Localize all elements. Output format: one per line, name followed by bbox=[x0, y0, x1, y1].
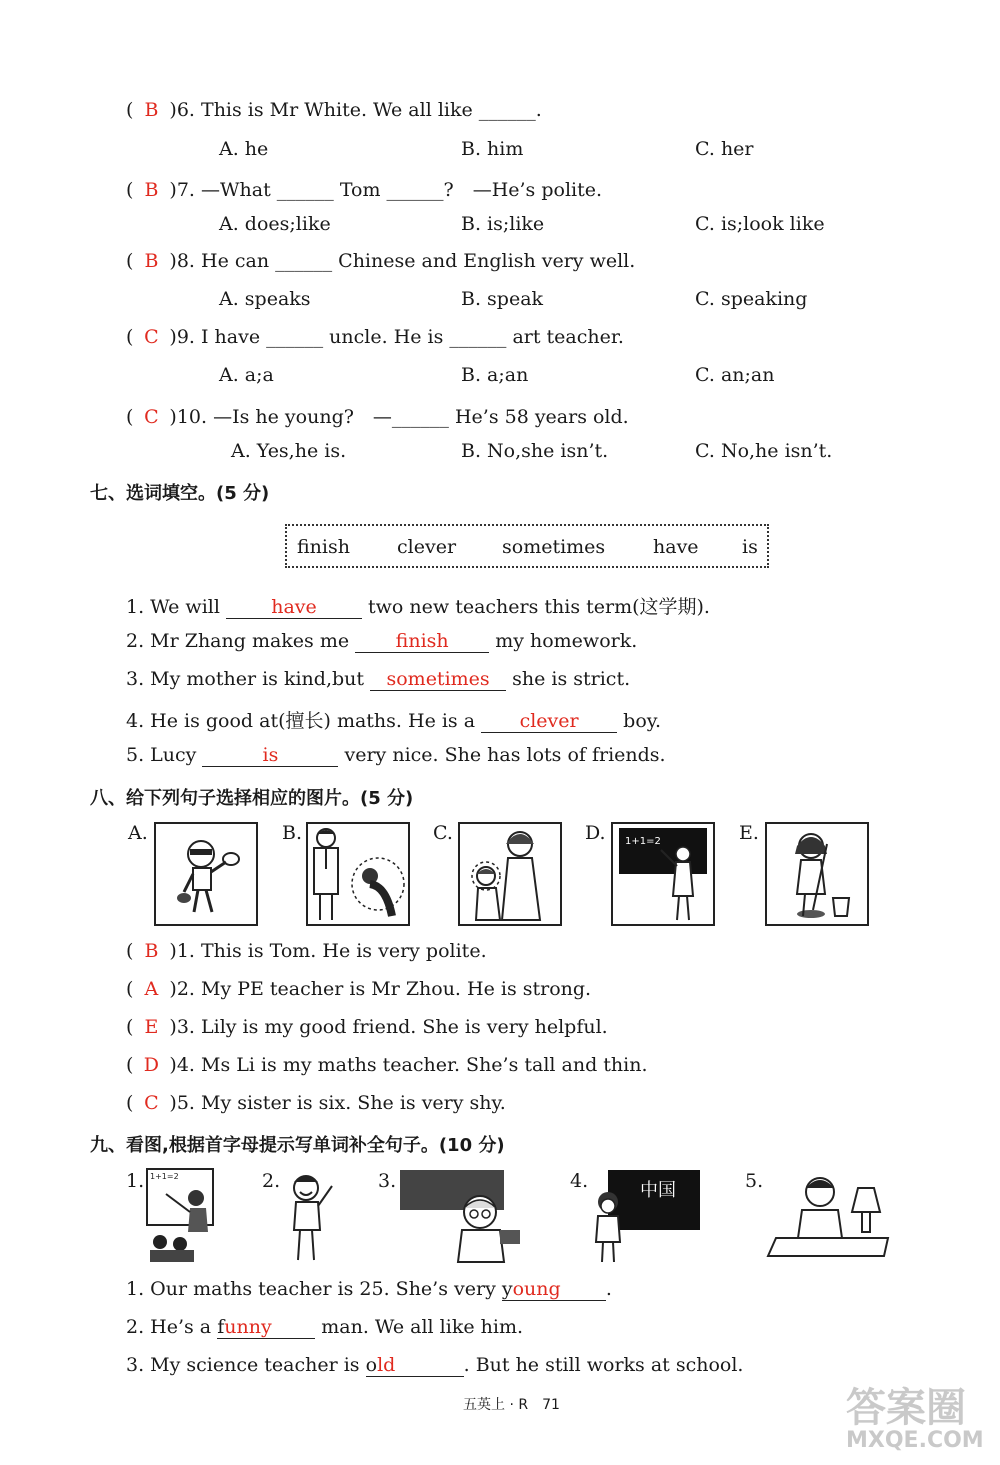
option-10c: C. No,he isn’t. bbox=[695, 440, 833, 462]
picture-c-shy-girl bbox=[458, 822, 562, 926]
section-9-title: 九、看图,根据首字母提示写单词补全句子。(10 分) bbox=[90, 1135, 505, 1156]
word-bank-item: clever bbox=[397, 536, 457, 558]
option-9b: B. a;an bbox=[461, 364, 529, 386]
fill-answer-4: clever bbox=[481, 711, 617, 733]
word-bank-item: is bbox=[742, 536, 758, 558]
image-label-1: 1. bbox=[126, 1170, 145, 1192]
match-answer-5: C bbox=[144, 1092, 159, 1114]
option-10b: B. No,she isn’t. bbox=[461, 440, 609, 462]
young-teacher-illustration bbox=[146, 1168, 222, 1264]
question-9: ( C )9. I have ______ uncle. He is ______ art teacher. bbox=[126, 326, 624, 348]
fill-answer-2: finish bbox=[355, 631, 489, 653]
answer-6: B bbox=[144, 99, 159, 121]
board-chinese-text: 中国 bbox=[640, 1180, 676, 1201]
question-10: ( C )10. —Is he young? —______ He’s 58 years old. bbox=[126, 406, 629, 428]
polite-boy-icon bbox=[308, 824, 408, 924]
option-10a: A. Yes,he is. bbox=[231, 440, 347, 462]
board-math-text: 1+1=2 bbox=[625, 836, 661, 847]
fill-item-2: 2. Mr Zhang makes me finish my homework. bbox=[126, 630, 638, 652]
section-8-title: 八、给下列句子选择相应的图片。(5 分) bbox=[90, 788, 414, 809]
answer-9: C bbox=[144, 326, 159, 348]
fill-item-5: 5. Lucy is very nice. She has lots of friends. bbox=[126, 744, 666, 766]
option-7b: B. is;like bbox=[461, 213, 545, 235]
watermark-logo: 答案圈 bbox=[846, 1385, 966, 1431]
image-label-5: 5. bbox=[745, 1170, 764, 1192]
fill-answer-3: sometimes bbox=[370, 669, 506, 691]
funny-man-illustration bbox=[282, 1168, 338, 1264]
answer-8: B bbox=[144, 250, 159, 272]
word-bank bbox=[285, 524, 769, 568]
option-8b: B. speak bbox=[461, 288, 544, 310]
option-8c: C. speaking bbox=[695, 288, 808, 310]
match-item-4: ( D )4. Ms Li is my maths teacher. She’s tall and thin. bbox=[126, 1054, 648, 1076]
picture-label-e: E. bbox=[739, 822, 759, 844]
option-6b: B. him bbox=[461, 138, 524, 160]
option-8a: A. speaks bbox=[219, 288, 311, 310]
picture-d-maths-teacher bbox=[611, 822, 715, 926]
answer-7: B bbox=[144, 179, 159, 201]
image-label-3: 3. bbox=[378, 1170, 397, 1192]
option-7a: A. does;like bbox=[219, 213, 331, 235]
word-bank-item: sometimes bbox=[502, 536, 606, 558]
match-answer-1: B bbox=[144, 940, 159, 962]
picture-label-d: D. bbox=[585, 822, 606, 844]
image-label-4: 4. bbox=[570, 1170, 589, 1192]
maths-teacher-icon bbox=[613, 824, 713, 924]
image-label-2: 2. bbox=[262, 1170, 281, 1192]
picture-b-polite-boy bbox=[306, 822, 410, 926]
match-item-5: ( C )5. My sister is six. She is very shy. bbox=[126, 1092, 506, 1114]
option-6a: A. he bbox=[219, 138, 269, 160]
match-item-2: ( A )2. My PE teacher is Mr Zhou. He is strong. bbox=[126, 978, 592, 1000]
fill-item-1: 1. We will have two new teachers this term(这学期). bbox=[126, 596, 710, 618]
picture-label-c: C. bbox=[433, 822, 453, 844]
option-6c: C. her bbox=[695, 138, 754, 160]
watermark-url: MXQE.COM bbox=[846, 1428, 984, 1453]
answer-10: C bbox=[144, 406, 159, 428]
word-item-2: 2. He’s a funny man. We all like him. bbox=[126, 1316, 523, 1338]
board-math-text: 1+1=2 bbox=[150, 1172, 179, 1181]
strong-boy-icon bbox=[156, 824, 256, 924]
word-bank-item: have bbox=[653, 536, 699, 558]
match-answer-3: E bbox=[144, 1016, 159, 1038]
boy-at-desk-illustration bbox=[766, 1168, 892, 1264]
picture-label-b: B. bbox=[282, 822, 303, 844]
word-bank-item: finish bbox=[297, 536, 350, 558]
option-9a: A. a;a bbox=[219, 364, 274, 386]
word-answer-3: old bbox=[366, 1355, 464, 1377]
picture-e-helpful-girl bbox=[765, 822, 869, 926]
option-9c: C. an;an bbox=[695, 364, 775, 386]
match-answer-2: A bbox=[144, 978, 159, 1000]
word-answer-1: young bbox=[502, 1279, 606, 1301]
match-item-3: ( E )3. Lily is my good friend. She is very helpful. bbox=[126, 1016, 608, 1038]
question-7: ( B )7. —What ______ Tom ______? —He’s polite. bbox=[126, 179, 603, 201]
option-7c: C. is;look like bbox=[695, 213, 825, 235]
page-footer: 五英上 · R 71 bbox=[463, 1397, 560, 1413]
word-item-1: 1. Our maths teacher is 25. She’s very young . bbox=[126, 1278, 612, 1300]
question-6: ( B )6. This is Mr White. We all like ______. bbox=[126, 99, 542, 121]
fill-answer-1: have bbox=[226, 597, 362, 619]
picture-a-strong-boy bbox=[154, 822, 258, 926]
picture-label-a: A. bbox=[128, 822, 148, 844]
fill-item-3: 3. My mother is kind,but sometimes she is strict. bbox=[126, 668, 631, 690]
fill-answer-5: is bbox=[202, 745, 338, 767]
match-item-1: ( B )1. This is Tom. He is very polite. bbox=[126, 940, 487, 962]
match-answer-4: D bbox=[143, 1054, 160, 1076]
fill-item-4: 4. He is good at(擅长) maths. He is a clever boy. bbox=[126, 710, 662, 732]
old-teacher-illustration bbox=[400, 1168, 528, 1264]
question-8: ( B )8. He can ______ Chinese and English very well. bbox=[126, 250, 636, 272]
helpful-girl-icon bbox=[767, 824, 867, 924]
word-item-3: 3. My science teacher is old . But he still works at school. bbox=[126, 1354, 744, 1376]
word-answer-2: funny bbox=[217, 1317, 315, 1339]
chinese-teacher-illustration bbox=[590, 1168, 702, 1264]
shy-girl-icon bbox=[460, 824, 560, 924]
section-7-title: 七、选词填空。(5 分) bbox=[90, 483, 270, 504]
